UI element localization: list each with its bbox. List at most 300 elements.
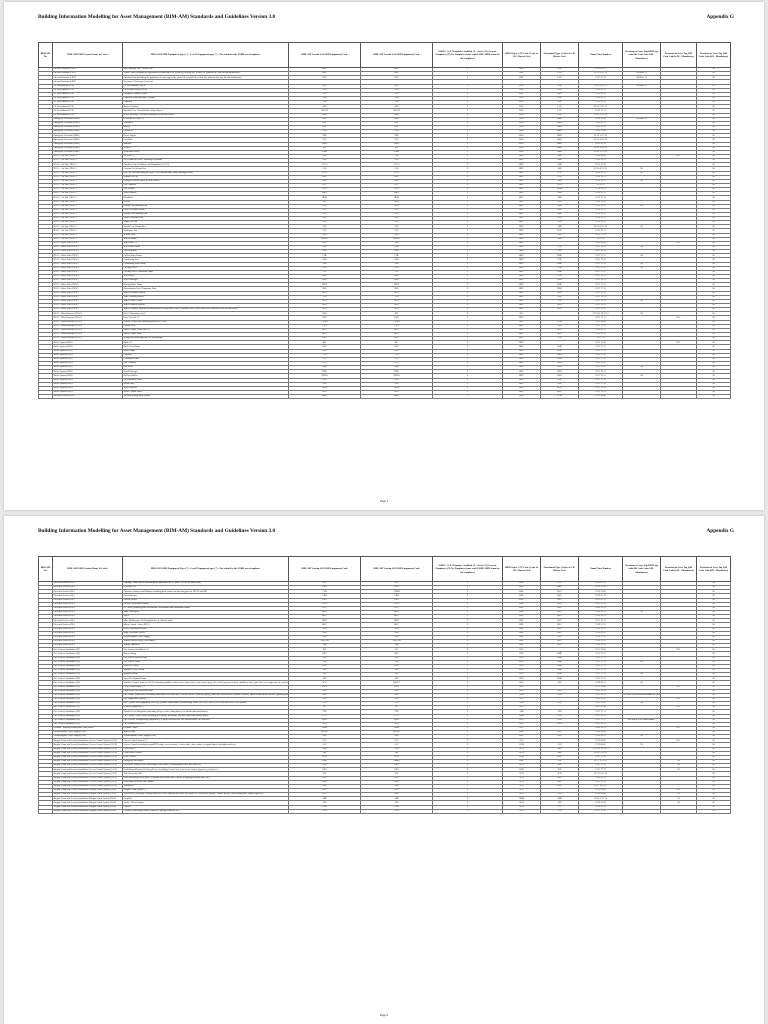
- table-cell: ANC: [361, 250, 433, 254]
- table-cell: CTO: [361, 266, 433, 270]
- table-cell: [39, 395, 53, 399]
- table-cell: SCH: [503, 784, 541, 788]
- table-cell: Heat Pump: [123, 275, 289, 279]
- table-cell: Fire Services Installation (FS): [53, 710, 123, 714]
- table-cell: BFP: [361, 345, 433, 349]
- table-cell: FCT: [361, 183, 433, 187]
- table-cell: M: [697, 279, 731, 283]
- table-cell: FAP: [289, 693, 361, 697]
- table-cell: N/A: [661, 739, 697, 743]
- table-cell: Y: [433, 270, 503, 274]
- table-cell: Boiler System (BLR): [53, 357, 123, 361]
- table-cell: ERU: [289, 179, 361, 183]
- table-cell: Boiler Pump: [123, 349, 289, 353]
- table-cell: Electrical Services (EL): [53, 635, 123, 639]
- table-cell: Y: [433, 312, 503, 316]
- table-cell: AHU: [541, 179, 579, 183]
- table-cell: 23 29 00 00: [579, 739, 623, 743]
- table-cell: BEL: [503, 619, 541, 623]
- table-cell: Capacitor Switching Bank / Module: [123, 96, 289, 100]
- table-cell: BEL: [503, 606, 541, 610]
- table-cell: BLP: [503, 92, 541, 96]
- table-cell: HVAC - Water Side (HVAC): [53, 254, 123, 258]
- table-cell: Escalator Lifts (including the application for passengers lift, goods lift, hospital lift, vehicle lift, platform lift, stair lift and dumbwaiter): [123, 76, 289, 80]
- table-cell: BEL: [503, 586, 541, 590]
- table-cell: M: [623, 681, 661, 685]
- table-cell: MET: [361, 615, 433, 619]
- table-cell: UPS: [361, 735, 433, 739]
- table-cell: CACA: [361, 163, 433, 167]
- table-cell: CTW: [541, 266, 579, 270]
- table-cell: Y: [433, 656, 503, 660]
- table-cell: 23 33 51 11: [579, 208, 623, 212]
- table-cell: Variable Speed Drives (Soft Starter): [123, 639, 289, 643]
- table-cell: M: [697, 266, 731, 270]
- column-header: BIM-AM ESBD System Name & Codes: [53, 43, 123, 68]
- table-cell: M: [697, 627, 731, 631]
- table-cell: Sprinkler Pump: [123, 673, 289, 677]
- table-cell: Fire Services Installation (FS): [53, 693, 123, 697]
- table-cell: 23 29 31 11: [579, 610, 623, 614]
- table-cell: Y: [433, 221, 503, 225]
- table-cell: Y: [433, 764, 503, 768]
- table-cell: M: [697, 805, 731, 809]
- table-cell: 23 29 31 15 11: [579, 84, 623, 88]
- table-cell: Air Treatment Device, including its spiltairs: [123, 159, 289, 163]
- table-cell: CAV: [361, 167, 433, 171]
- table-cell: HVAC - Miscellaneous (HVAC): [53, 333, 123, 337]
- table-cell: M: [623, 743, 661, 747]
- table-cell: HYD: [541, 722, 579, 726]
- table-cell: Y: [433, 183, 503, 187]
- table-cell: 23 29 11 11: [579, 582, 623, 586]
- table-cell: M: [697, 204, 731, 208]
- table-cell: SCH: [503, 780, 541, 784]
- table-cell: MPE: [361, 619, 433, 623]
- table-cell: Boiler System (BLR): [53, 386, 123, 390]
- table-cell: HVAC - Water Side (HVAC): [53, 246, 123, 250]
- table-cell: BLS: [503, 88, 541, 92]
- table-cell: PWC: [541, 619, 579, 623]
- table-cell: BHV: [503, 196, 541, 200]
- table-cell: LAE: [541, 105, 579, 109]
- table-cell: CAP: [289, 101, 361, 105]
- table-cell: ASI: [289, 154, 361, 158]
- table-cell: BHV: [503, 345, 541, 349]
- table-cell: 23 27 17 13: [579, 382, 623, 386]
- table-cell: ALT: [361, 121, 433, 125]
- table-cell: BHV: [503, 370, 541, 374]
- table-cell: CHE: [541, 250, 579, 254]
- table-cell: M: [697, 163, 731, 167]
- table-cell: HEX: [361, 370, 433, 374]
- table-cell: M: [697, 390, 731, 394]
- table-cell: SPD: [361, 631, 433, 635]
- table-cell: Fire Damper: [123, 188, 289, 192]
- table-cell: HEX: [541, 279, 579, 283]
- document-page-1: [4, 2, 764, 510]
- table-cell: FCC: [289, 714, 361, 718]
- table-cell: N/A: [661, 697, 697, 701]
- table-cell: Generator Set: [123, 586, 289, 590]
- table-cell: N/A: [503, 789, 541, 793]
- table-cell: ACS: [289, 739, 361, 743]
- table-cell: 23 35 11 13 15: [579, 146, 623, 150]
- table-cell: HVAC - Water Side (HVAC): [53, 308, 123, 312]
- table-cell: AHU: [541, 237, 579, 241]
- table-cell: Cooling Tower Circulation Pump: [123, 270, 289, 274]
- table-cell: PUE: [361, 287, 433, 291]
- table-cell: 23 29 17 00: [579, 801, 623, 805]
- table-cell: OFBO: [289, 374, 361, 378]
- table-cell: SIL: [289, 146, 361, 150]
- table-cell: Smoke Extraction Fan: [123, 217, 289, 221]
- table-cell: AHU: [541, 154, 579, 158]
- table-cell: M: [623, 312, 661, 316]
- table-cell: BHV: [503, 390, 541, 394]
- table-cell: M: [697, 598, 731, 602]
- table-cell: Y: [433, 619, 503, 623]
- table-cell: LCS: [289, 582, 361, 586]
- table-cell: Y: [433, 366, 503, 370]
- table-cell: BPU: [503, 760, 541, 764]
- table-cell: PNL: [541, 776, 579, 780]
- table-cell: BAT: [361, 125, 433, 129]
- table-cell: Electrical Services (EL): [53, 631, 123, 635]
- table-cell: 23 27 15 11: [579, 366, 623, 370]
- table-cell: VAL: [541, 382, 579, 386]
- table-cell: PDB: [289, 627, 361, 631]
- table-cell: 23 27 19 11: [579, 295, 623, 299]
- table-cell: LVS: [361, 84, 433, 88]
- table-cell: M: [697, 386, 731, 390]
- table-cell: Ventilation Fan: [123, 229, 289, 233]
- table-cell: LV Switchboard (LVS): [53, 101, 123, 105]
- table-cell: AS: [361, 154, 433, 158]
- table-cell: CHE: [541, 295, 579, 299]
- table-cell: LVS: [289, 84, 361, 88]
- table-cell: Boiler System (BLR): [53, 353, 123, 357]
- table-cell: LAE: [541, 109, 579, 113]
- table-cell: M: [697, 179, 731, 183]
- table-cell: 23 33 25 11: [579, 204, 623, 208]
- table-cell: HVAC - Water Side (HVAC): [53, 304, 123, 308]
- table-cell: SCV: [289, 681, 361, 685]
- table-cell: SIL: [361, 146, 433, 150]
- table-cell: M: [697, 84, 731, 88]
- table-cell: Y: [433, 233, 503, 237]
- table-cell: M: [697, 109, 731, 113]
- table-cell: Emergency Generator (EMG): [53, 146, 123, 150]
- table-cell: BFS: [503, 722, 541, 726]
- table-cell: FCH: [289, 361, 361, 365]
- table-cell: BEL: [503, 598, 541, 602]
- table-cell: Y: [433, 333, 503, 337]
- table-cell: BHV: [503, 316, 541, 320]
- table-cell: MCC: [541, 328, 579, 332]
- column-header: BIM-AM ESBD Equipment Type (*) - Level1 Equipment type (*) - Not related to the ESBD asset templates: [123, 43, 289, 68]
- table-cell: LAE: [541, 76, 579, 80]
- table-cell: BHV: [503, 159, 541, 163]
- table-cell: HBA: [361, 192, 433, 196]
- table-cell: Fire Services Installation (FS): [53, 660, 123, 664]
- table-cell: FHH: [361, 722, 433, 726]
- table-cell: HVAC - Air Side (HVAC): [53, 188, 123, 192]
- table-cell: RDR: [289, 747, 361, 751]
- table-cell: BFS: [503, 681, 541, 685]
- table-cell: M: [697, 353, 731, 357]
- table-cell: Y: [433, 627, 503, 631]
- table-cell: CACA: [289, 163, 361, 167]
- table-cell: Hose Reel Pump: [123, 664, 289, 668]
- table-cell: M: [697, 731, 731, 735]
- table-cell: OFBO: [361, 374, 433, 378]
- table-cell: PMP: [541, 262, 579, 266]
- table-cell: UPS: [541, 635, 579, 639]
- table-cell: EMG: [541, 142, 579, 146]
- table-cell: 23 29 00 00: [579, 743, 623, 747]
- table-cell: Gondola / BMU: [123, 726, 289, 730]
- table-cell: SEF: [361, 217, 433, 221]
- table-cell: M: [697, 167, 731, 171]
- table-cell: GBM: [289, 726, 361, 730]
- table-cell: Sprinkler Jockey Pump: [123, 668, 289, 672]
- table-cell: Burglar Alarm and Security Installation (Burglar Alarm System) (BAS): [53, 809, 123, 813]
- table-cell: CAM: [289, 805, 361, 809]
- table-cell: Y: [433, 635, 503, 639]
- table-cell: Radiator: [123, 142, 289, 146]
- table-cell: ELH: [361, 598, 433, 602]
- table-cell: Y: [433, 341, 503, 345]
- table-cell: Y: [433, 718, 503, 722]
- table-cell: BHV: [503, 250, 541, 254]
- table-cell: SCH: [503, 747, 541, 751]
- table-cell: Battery: [123, 125, 289, 129]
- table-cell: WTR: [541, 602, 579, 606]
- table-cell: 23 29 31 15: [579, 644, 623, 648]
- page-number: Page 1: [379, 499, 389, 503]
- table-cell: Y: [433, 287, 503, 291]
- table-cell: Uninterruptible Power Supply: [123, 635, 289, 639]
- table-cell: M (Note 1): [623, 72, 661, 76]
- table-cell: WCH: [361, 299, 433, 303]
- table-cell: Electrical Locking Device (including electric strike, electromagnetic lock, bolt lock etc.): [123, 764, 289, 768]
- table-cell: SEF: [289, 217, 361, 221]
- table-cell: Electrical Services (EL): [53, 582, 123, 586]
- table-cell: Diesel Engine: [123, 134, 289, 138]
- table-cell: CTA: [361, 357, 433, 361]
- table-cell: PMP: [541, 660, 579, 664]
- table-cell: M: [697, 590, 731, 594]
- table-cell: BHV: [503, 262, 541, 266]
- table-cell: CTR: [289, 130, 361, 134]
- table-cell: ATD: [361, 159, 433, 163]
- table-cell: MSI: [289, 312, 361, 316]
- table-cell: Surge Protection Device: [123, 631, 289, 635]
- table-cell: Y: [433, 229, 503, 233]
- table-cell: ACC: [289, 743, 361, 747]
- table-cell: PMS: [289, 113, 361, 117]
- table-cell: Refrigerant (including those for heat pumps): [123, 337, 289, 341]
- table-cell: M: [697, 183, 731, 187]
- table-cell: Y: [433, 345, 503, 349]
- table-cell: M: [697, 648, 731, 652]
- table-cell: HVAC - Air Side (HVAC): [53, 167, 123, 171]
- table-cell: 23 29 15 11: [579, 805, 623, 809]
- table-cell: BHV: [503, 192, 541, 196]
- table-cell: Y: [433, 677, 503, 681]
- table-cell: DCO: [289, 755, 361, 759]
- table-cell: Y: [433, 125, 503, 129]
- table-cell: Burglar Alarm and Security Installation (Burglar Alarm System) (BAS): [53, 793, 123, 797]
- table-cell: Y: [433, 714, 503, 718]
- table-cell: Y: [433, 648, 503, 652]
- table-cell: Y: [433, 250, 503, 254]
- table-cell: SCH: [503, 809, 541, 813]
- table-cell: Y: [433, 92, 503, 96]
- table-cell: CTP: [361, 270, 433, 274]
- table-cell: M: [697, 681, 731, 685]
- table-cell: BHV: [503, 349, 541, 353]
- table-cell: PFE: [289, 710, 361, 714]
- table-cell: M: [697, 275, 731, 279]
- table-cell: Y: [433, 279, 503, 283]
- table-cell: BFP: [289, 345, 361, 349]
- table-cell: M: [697, 718, 731, 722]
- table-cell: ACC: [289, 793, 361, 797]
- table-cell: LAE: [541, 101, 579, 105]
- table-cell: M: [697, 689, 731, 693]
- table-cell: Water Filtration System: [123, 304, 289, 308]
- table-cell: Control Valve: [123, 324, 289, 328]
- table-cell: BEL: [503, 615, 541, 619]
- table-cell: Y: [433, 731, 503, 735]
- table-cell: CAL: [289, 353, 361, 357]
- table-cell: [661, 809, 697, 813]
- table-cell: M: [697, 751, 731, 755]
- table-cell: Camera: [123, 805, 289, 809]
- table-cell: AEB: [503, 702, 541, 706]
- table-cell: Boiler System (BLR): [53, 374, 123, 378]
- table-cell: 23 27 17 11: [579, 254, 623, 258]
- table-cell: Access Control System (*): [123, 739, 289, 743]
- table-cell: Fire Services Installation (FS): [53, 668, 123, 672]
- table-cell: Burglar Alarm and Security Installation (Access Control System) (ACS): [53, 755, 123, 759]
- table-cell: M: [697, 702, 731, 706]
- table-cell: Y: [433, 590, 503, 594]
- table-cell: AEB: [503, 693, 541, 697]
- table-cell: SAF: [361, 221, 433, 225]
- table-cell: 23 29 31 13: [579, 328, 623, 332]
- table-cell: Fire Hydrant/Hose Reel: [123, 722, 289, 726]
- table-cell: Card Reader: [123, 747, 289, 751]
- table-cell: BPU: [289, 349, 361, 353]
- table-cell: Emergency Generator (EMG): [53, 130, 123, 134]
- table-cell: HVAC - Air Side (HVAC): [53, 204, 123, 208]
- table-cell: HRP: [289, 664, 361, 668]
- table-cell: Y: [433, 179, 503, 183]
- table-cell: 23 27 17 13 11: [579, 760, 623, 764]
- table-cell: HVAC - Miscellaneous (HVAC): [53, 324, 123, 328]
- table-cell: M: [697, 299, 731, 303]
- table-cell: Y: [433, 673, 503, 677]
- table-cell: Burglar Alarm and Security Installation (Burglar Alarm System) (BAS): [53, 797, 123, 801]
- table-cell: BUS: [361, 105, 433, 109]
- table-cell: M: [697, 693, 731, 697]
- table-cell: AEB: [503, 710, 541, 714]
- table-cell: MCCB: [361, 109, 433, 113]
- table-cell: M: [697, 366, 731, 370]
- table-cell: Burglar Alarm and Security Installation (Burglar Alarm System) (BAS): [53, 789, 123, 793]
- table-cell: 23 33 27 11: [579, 196, 623, 200]
- table-cell: BHV: [503, 154, 541, 158]
- table-cell: Emergency Generator (EMG): [53, 150, 123, 154]
- table-cell: HVAC - Water Side (HVAC): [53, 250, 123, 254]
- table-cell: PWC: [541, 92, 579, 96]
- table-cell: LV Switchboard (LVS): [53, 88, 123, 92]
- column-header: Functional Type (Codes of CIC Master List): [541, 557, 579, 582]
- table-cell: BLS: [503, 105, 541, 109]
- table-cell: M: [697, 341, 731, 345]
- table-cell: HVAC - Air Side (HVAC): [53, 163, 123, 167]
- table-cell: HVAC - Water Side (HVAC): [53, 287, 123, 291]
- table-cell: M: [697, 349, 731, 353]
- table-cell: 23 33 31 19 15 13: [579, 312, 623, 316]
- table-cell: BUS: [289, 105, 361, 109]
- table-cell: 23 27 17 11: [579, 668, 623, 672]
- table-cell: UPS: [541, 731, 579, 735]
- table-cell: M: [623, 266, 661, 270]
- table-cell: Y: [433, 668, 503, 672]
- table-cell: TNK: [541, 378, 579, 382]
- table-cell: Underfloor Rocks: [123, 150, 289, 154]
- table-cell: M: [697, 92, 731, 96]
- table-cell: 23 27 23 13: [579, 353, 623, 357]
- table-cell: 23 27 23 11: [579, 370, 623, 374]
- table-cell: WSO: [289, 386, 361, 390]
- table-cell: TCS: [361, 295, 433, 299]
- table-cell: CCMS: [361, 320, 433, 324]
- table-cell: M: [697, 382, 731, 386]
- table-cell: Gas Suppression System (*): [123, 697, 289, 701]
- table-cell: PWC: [541, 610, 579, 614]
- table-cell: WFS: [361, 304, 433, 308]
- table-header-row: [39, 43, 731, 68]
- table-cell: M: [697, 68, 731, 72]
- table-cell: Voltage Optimiser: [123, 644, 289, 648]
- table-cell: MCP: [289, 333, 361, 337]
- table-cell: M: [697, 312, 731, 316]
- table-cell: ATR: [541, 714, 579, 718]
- table-cell: TCS: [289, 295, 361, 299]
- table-cell: DAM: [541, 188, 579, 192]
- table-cell: BHV: [503, 275, 541, 279]
- table-cell: M: [623, 171, 661, 175]
- table-cell: LVC: [361, 606, 433, 610]
- table-cell: M: [697, 175, 731, 179]
- table-cell: BFS: [503, 660, 541, 664]
- table-cell: Heater Battery: [123, 192, 289, 196]
- table-cell: AFD: [361, 689, 433, 693]
- table-cell: CHL: [289, 246, 361, 250]
- table-cell: GEN: [289, 586, 361, 590]
- table-cell: Condensing Unit: [123, 258, 289, 262]
- table-cell: Y: [433, 710, 503, 714]
- table-cell: Silencer: [123, 146, 289, 150]
- table-cell: FCH: [361, 361, 433, 365]
- table-cell: HBA: [289, 192, 361, 196]
- table-cell: M: [697, 623, 731, 627]
